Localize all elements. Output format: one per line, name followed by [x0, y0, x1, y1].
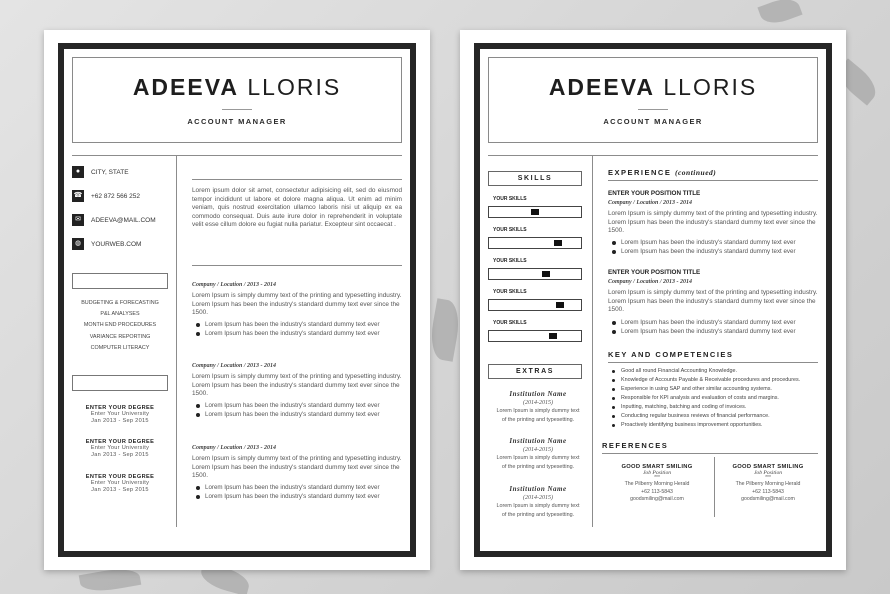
list-item: Inputting, matching, batching and coding of invoices. — [612, 404, 746, 410]
job-bullet: Lorem Ipsum has been the industry's standard dummy text ever — [196, 330, 380, 337]
position-title: ENTER YOUR POSITION TITLE — [608, 190, 701, 197]
job-heading: Company / Location / 2013 - 2014 — [608, 279, 692, 285]
skill-bar — [488, 237, 582, 249]
job-bullet: Lorem Ipsum has been the industry's standard dummy text ever — [612, 328, 796, 335]
institution-entry: Institution Name (2014-2015) Lorem Ipsum is simply dummy text of the printing and typesetting. — [496, 485, 580, 519]
skill-bar — [488, 206, 582, 218]
degree-entry: ENTER YOUR DEGREE Enter Your University Jan 2013 - Sep 2015 — [85, 474, 155, 493]
name-header — [488, 57, 818, 143]
globe-icon: ◍ — [72, 238, 84, 250]
experience-heading: EXPERIENCE (continued) — [608, 168, 717, 177]
institution-entry: Institution Name (2014-2015) Lorem Ipsum is simply dummy text of the printing and typesetting. — [496, 437, 580, 471]
job-title: ACCOUNT MANAGER — [187, 117, 287, 126]
job-description: Lorem Ipsum is simply dummy text of the printing and typesetting industry. Lorem Ipsum has been the industry's standard dummy text ever since the 1500. — [192, 292, 402, 316]
location-pin-icon: ● — [72, 166, 84, 178]
list-item: Experience in using SAP and other similar accounting systems. — [612, 386, 772, 392]
key-rule — [608, 362, 818, 363]
page-frame — [474, 43, 832, 557]
job-heading: Company / Location / 2013 - 2014 — [192, 363, 276, 369]
skill-bar — [488, 299, 582, 311]
list-item: P&L ANALYSES — [100, 311, 140, 318]
skills-heading-box — [72, 273, 168, 289]
contact-phone: ☎ +62 872 566 252 — [72, 190, 140, 202]
column-divider — [592, 155, 593, 527]
references-divider — [714, 457, 715, 517]
list-item: Good all round Financial Accounting Knowledge. — [612, 368, 737, 374]
job-bullet: Lorem Ipsum has been the industry's standard dummy text ever — [196, 321, 380, 328]
skill-bar — [488, 268, 582, 280]
profile-bottom-rule — [192, 265, 402, 266]
contact-city: ● CITY, STATE — [72, 166, 129, 178]
name-divider — [638, 109, 668, 110]
job-description: Lorem Ipsum is simply dummy text of the printing and typesetting industry. Lorem Ipsum has been the industry's standard dummy text ever since the 1500. — [192, 455, 402, 479]
list-item: Responsible for KPI analysis and evaluation of costs and margins. — [612, 395, 779, 401]
job-bullet: Lorem Ipsum has been the industry's standard dummy text ever — [196, 402, 380, 409]
page-frame — [58, 43, 416, 557]
job-heading: Company / Location / 2013 - 2014 — [608, 200, 692, 206]
contact-email: ✉ ADEEVA@MAIL.COM — [72, 214, 156, 226]
reference-entry: GOOD SMART SMILING Job Position *** The Pilberry Morning Herald +62 113-5843 goodsmiling@mail.com — [621, 464, 693, 503]
job-description: Lorem Ipsum is simply dummy text of the printing and typesetting industry. Lorem Ipsum has been the industry's standard dummy text ever since the 1500. — [608, 289, 818, 313]
name-header — [72, 57, 402, 143]
skill-level-marker — [556, 302, 564, 308]
profile-top-rule — [192, 179, 402, 180]
skill-level-marker — [554, 240, 562, 246]
experience-rule — [608, 180, 818, 181]
contact-web: ◍ YOURWEB.COM — [72, 238, 141, 250]
job-bullet: Lorem Ipsum has been the industry's standard dummy text ever — [196, 411, 380, 418]
list-item: Knowledge of Accounts Payable & Receivable procedures and procedures. — [612, 377, 800, 383]
list-item: COMPUTER LITERACY — [90, 344, 150, 351]
job-description: Lorem Ipsum is simply dummy text of the printing and typesetting industry. Lorem Ipsum has been the industry's standard dummy text ever since the 1500. — [608, 210, 818, 234]
list-item: MONTH END PROCEDURES — [83, 322, 157, 329]
list-item: VARIANCE REPORTING — [89, 333, 151, 340]
column-divider — [176, 155, 177, 527]
references-rule — [602, 453, 818, 454]
job-bullet: Lorem Ipsum has been the industry's standard dummy text ever — [196, 493, 380, 500]
job-bullet: Lorem Ipsum has been the industry's standard dummy text ever — [612, 239, 796, 246]
job-description: Lorem Ipsum is simply dummy text of the printing and typesetting industry. Lorem Ipsum has been the industry's standard dummy text ever since the 1500. — [192, 373, 402, 397]
leaf-decoration — [427, 298, 463, 362]
reference-entry: GOOD SMART SMILING Job Position *** The Pilberry Morning Herald +62 113-5843 goodsmiling@mail.com — [732, 464, 804, 503]
name-divider — [222, 109, 252, 110]
institution-entry: Institution Name (2014-2015) Lorem Ipsum is simply dummy text of the printing and typesetting. — [496, 390, 580, 424]
job-heading: Company / Location / 2013 - 2014 — [192, 282, 276, 288]
skill-label: YOUR SKILLS — [493, 258, 527, 264]
skills-heading: SKILLS — [488, 171, 582, 186]
profile-text: Lorem ipsum dolor sit amet, consectetur adipisicing elit, sed do eiusmod tempor incididunt ut labore et dolore magna aliqua. Ut enim ad minim veniam, quis nostrud exercitation ullamco laboris nisi ut aliquip ex ea commodo consequat. Duis aute irure dolor in reprehenderit in voluptate velit esse cillum dolore eu fugiat nulla pariatur. Excepteur sint occaecat . — [192, 187, 402, 228]
position-title: ENTER YOUR POSITION TITLE — [608, 269, 701, 276]
references-heading: REFERENCES — [602, 441, 669, 450]
job-bullet: Lorem Ipsum has been the industry's standard dummy text ever — [196, 484, 380, 491]
skill-label: YOUR SKILLS — [493, 320, 527, 326]
candidate-name: ADEEVA LLORIS — [548, 74, 758, 100]
skill-label: YOUR SKILLS — [493, 227, 527, 233]
leaf-decoration — [757, 0, 802, 28]
job-bullet: Lorem Ipsum has been the industry's standard dummy text ever — [612, 248, 796, 255]
phone-icon: ☎ — [72, 190, 84, 202]
list-item: Conducting regular business reviews of financial performance. — [612, 413, 770, 419]
header-rule — [72, 155, 402, 156]
resume-page-2 — [460, 30, 846, 570]
list-item: Proactively identifying business improvement opportunities. — [612, 422, 762, 428]
skill-bar — [488, 330, 582, 342]
skill-label: YOUR SKILLS — [493, 196, 527, 202]
skill-level-marker — [542, 271, 550, 277]
education-heading-box — [72, 375, 168, 391]
skill-level-marker — [549, 333, 557, 339]
resume-page-1 — [44, 30, 430, 570]
job-heading: Company / Location / 2013 - 2014 — [192, 445, 276, 451]
extras-heading: EXTRAS — [488, 364, 582, 379]
degree-entry: ENTER YOUR DEGREE Enter Your University Jan 2013 - Sep 2015 — [85, 405, 155, 424]
skill-level-marker — [531, 209, 539, 215]
mail-icon: ✉ — [72, 214, 84, 226]
job-title: ACCOUNT MANAGER — [603, 117, 703, 126]
skills-list — [72, 298, 168, 354]
list-item: BUDGETING & FORECASTING — [81, 300, 159, 306]
skill-label: YOUR SKILLS — [493, 289, 527, 295]
candidate-name: ADEEVA LLORIS — [132, 74, 342, 100]
degree-entry: ENTER YOUR DEGREE Enter Your University Jan 2013 - Sep 2015 — [85, 439, 155, 458]
key-competencies-heading: KEY AND COMPETENCIES — [608, 350, 734, 359]
header-rule — [488, 155, 818, 156]
job-bullet: Lorem Ipsum has been the industry's standard dummy text ever — [612, 319, 796, 326]
